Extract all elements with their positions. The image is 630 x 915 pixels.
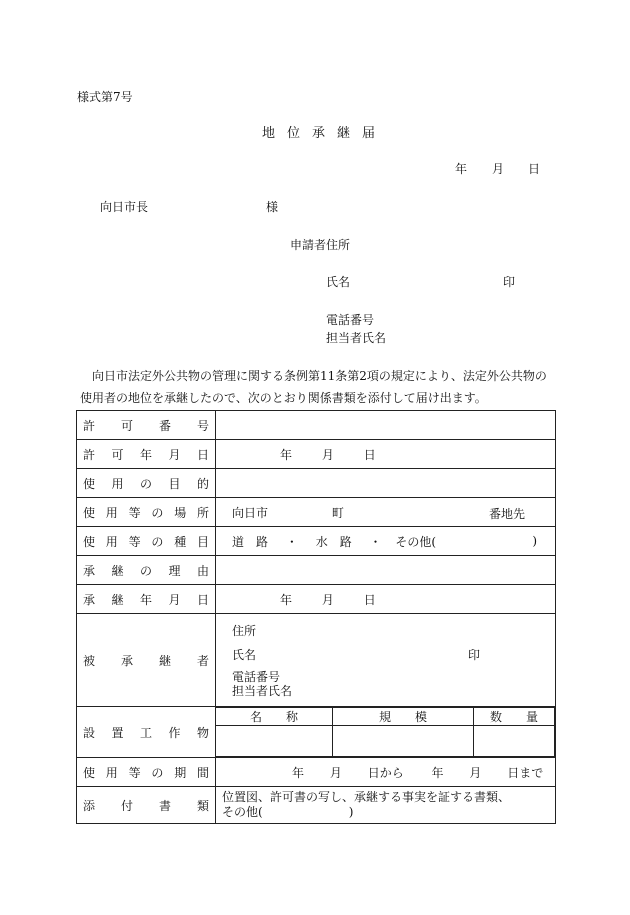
predecessor-label xyxy=(77,614,216,707)
attachments-field[interactable] xyxy=(216,787,556,824)
permit-day: 日 xyxy=(363,447,376,462)
period-month-2: 月 xyxy=(469,765,482,780)
label-char: 作 xyxy=(168,725,181,740)
label-char: 等 xyxy=(128,765,141,780)
predecessor-field[interactable] xyxy=(216,614,556,707)
label-char: 継 xyxy=(158,653,171,668)
justified-label xyxy=(83,533,209,550)
label-char: 付 xyxy=(120,798,133,813)
label-char: 使 xyxy=(83,534,96,549)
period-field[interactable] xyxy=(216,758,556,787)
reason-field[interactable] xyxy=(216,556,556,585)
attachments-label xyxy=(77,787,216,824)
location-label xyxy=(77,498,216,527)
label-char: 理 xyxy=(168,563,181,578)
period-month-1: 月 xyxy=(329,765,342,780)
type-waterway: 水 路 xyxy=(315,534,352,549)
label-char: 者 xyxy=(196,653,209,668)
label-char: 用 xyxy=(105,534,118,549)
predecessor-address: 住所 xyxy=(232,624,257,638)
label-char: の xyxy=(139,476,152,491)
predecessor-name: 氏名 xyxy=(232,648,257,662)
succession-year: 年 xyxy=(280,592,293,607)
purpose-field[interactable] xyxy=(216,469,556,498)
permit-number-label xyxy=(77,411,216,440)
purpose-label xyxy=(77,469,216,498)
predecessor-phone: 電話番号 xyxy=(232,670,281,684)
contact-person-label: 担当者氏名 xyxy=(326,331,387,345)
justified-label xyxy=(83,797,209,814)
label-char: 物 xyxy=(196,725,209,740)
label-char: 等 xyxy=(128,534,141,549)
period-label xyxy=(77,758,216,787)
date-month: 月 xyxy=(492,162,505,176)
predecessor-seal: 印 xyxy=(468,648,481,662)
permit-date-label xyxy=(77,440,216,469)
form-table xyxy=(76,410,556,824)
label-char: 号 xyxy=(196,418,209,433)
label-char: 月 xyxy=(168,447,181,462)
period-from: 日から xyxy=(367,765,404,780)
label-char: 許 xyxy=(83,418,96,433)
predecessor-contact: 担当者氏名 xyxy=(232,684,293,698)
label-char: 承 xyxy=(83,592,96,607)
justified-label xyxy=(83,764,209,781)
seal-mark: 印 xyxy=(503,275,516,289)
location-lot: 番地先 xyxy=(488,507,525,521)
label-char: 可 xyxy=(111,447,124,462)
justified-label xyxy=(83,562,209,579)
justified-label xyxy=(83,652,209,669)
type-dot-1: ・ xyxy=(285,534,298,549)
structures-col-name: 名 称 xyxy=(216,708,333,726)
label-char: 間 xyxy=(196,765,209,780)
label-char: 使 xyxy=(83,505,96,520)
attachments-line-1: 位置図、許可書の写し、承継する事実を証する書類、 xyxy=(222,790,511,804)
form-number: 様式第7号 xyxy=(77,90,133,104)
label-char: 類 xyxy=(196,798,209,813)
label-char: の xyxy=(151,534,164,549)
label-char: 許 xyxy=(83,447,96,462)
label-char: 種 xyxy=(174,534,187,549)
permit-number-field[interactable] xyxy=(216,411,556,440)
structures-col-scale: 規 模 xyxy=(333,708,474,726)
label-char: 継 xyxy=(111,563,124,578)
period-year-1: 年 xyxy=(292,765,305,780)
label-char: 工 xyxy=(139,725,152,740)
period-year-2: 年 xyxy=(431,765,444,780)
label-char: 用 xyxy=(111,476,124,491)
type-close: ) xyxy=(532,534,537,548)
type-field[interactable] xyxy=(216,527,556,556)
structures-col-qty: 数 量 xyxy=(474,708,555,726)
structures-name-cell[interactable] xyxy=(216,726,333,757)
label-char: 等 xyxy=(128,505,141,520)
predecessor-name-row xyxy=(232,646,539,664)
label-char: 目 xyxy=(196,534,209,549)
label-char: の xyxy=(151,765,164,780)
date-year: 年 xyxy=(455,162,468,176)
label-char: 可 xyxy=(120,418,133,433)
justified-label xyxy=(83,724,209,741)
phone-label: 電話番号 xyxy=(326,313,375,327)
succession-date-field[interactable] xyxy=(216,585,556,614)
label-char: 的 xyxy=(196,476,209,491)
label-char: 月 xyxy=(168,592,181,607)
label-char: 目 xyxy=(168,476,181,491)
label-char: 書 xyxy=(158,798,171,813)
succession-date-label xyxy=(77,585,216,614)
permit-month: 月 xyxy=(321,447,334,462)
justified-label xyxy=(83,475,209,492)
applicant-name-label: 氏名 xyxy=(326,275,351,289)
structures-field xyxy=(216,707,556,758)
type-label xyxy=(77,527,216,556)
location-city: 向日市 xyxy=(232,505,269,520)
label-char: 用 xyxy=(105,505,118,520)
date-day: 日 xyxy=(528,162,541,176)
location-town: 町 xyxy=(331,505,344,520)
intro-text: 向日市法定外公共物の管理に関する条例第11条第2項の規定により、法定外公共物の使用者の地位を承継したので、次のとおり関係書類を添付して届け出ます。 xyxy=(80,369,547,405)
label-char: 由 xyxy=(196,563,209,578)
honorific: 様 xyxy=(266,200,279,214)
justified-label xyxy=(83,591,209,608)
justified-label xyxy=(83,446,209,463)
location-field[interactable] xyxy=(216,498,556,527)
label-char: 置 xyxy=(111,725,124,740)
label-char: 設 xyxy=(83,725,96,740)
label-char: 用 xyxy=(105,765,118,780)
structures-table xyxy=(216,707,555,757)
label-char: の xyxy=(151,505,164,520)
label-char: 期 xyxy=(174,765,187,780)
succession-day: 日 xyxy=(363,592,376,607)
addressee: 向日市長 xyxy=(100,200,149,214)
justified-label xyxy=(83,504,209,521)
type-dot-2: ・ xyxy=(369,534,382,549)
justified-label xyxy=(83,417,209,434)
permit-date-field[interactable] xyxy=(216,440,556,469)
attachments-line-2 xyxy=(222,805,549,820)
structures-scale-cell[interactable] xyxy=(333,726,474,757)
type-road: 道 路 xyxy=(232,534,269,549)
label-char: 添 xyxy=(83,798,96,813)
period-until: 日まで xyxy=(507,765,544,780)
label-char: 日 xyxy=(196,447,209,462)
label-char: 年 xyxy=(139,447,152,462)
label-char: 番 xyxy=(158,418,171,433)
attachments-other: その他( xyxy=(222,805,263,819)
type-other: その他( xyxy=(395,534,437,549)
label-char: 日 xyxy=(196,592,209,607)
label-char: の xyxy=(139,563,152,578)
label-char: 年 xyxy=(139,592,152,607)
applicant-address-label: 申請者住所 xyxy=(290,238,351,252)
label-char: 承 xyxy=(120,653,133,668)
form-title: 地位承継届 xyxy=(262,126,388,141)
permit-year: 年 xyxy=(280,447,293,462)
label-char: 被 xyxy=(83,653,96,668)
label-char: 使 xyxy=(83,765,96,780)
label-char: 所 xyxy=(196,505,209,520)
structures-label xyxy=(77,707,216,758)
succession-month: 月 xyxy=(321,592,334,607)
structures-qty-cell[interactable] xyxy=(474,726,555,757)
label-char: 継 xyxy=(111,592,124,607)
label-char: 使 xyxy=(83,476,96,491)
label-char: 承 xyxy=(83,563,96,578)
label-char: 場 xyxy=(174,505,187,520)
reason-label xyxy=(77,556,216,585)
attachments-close: ) xyxy=(348,805,354,819)
